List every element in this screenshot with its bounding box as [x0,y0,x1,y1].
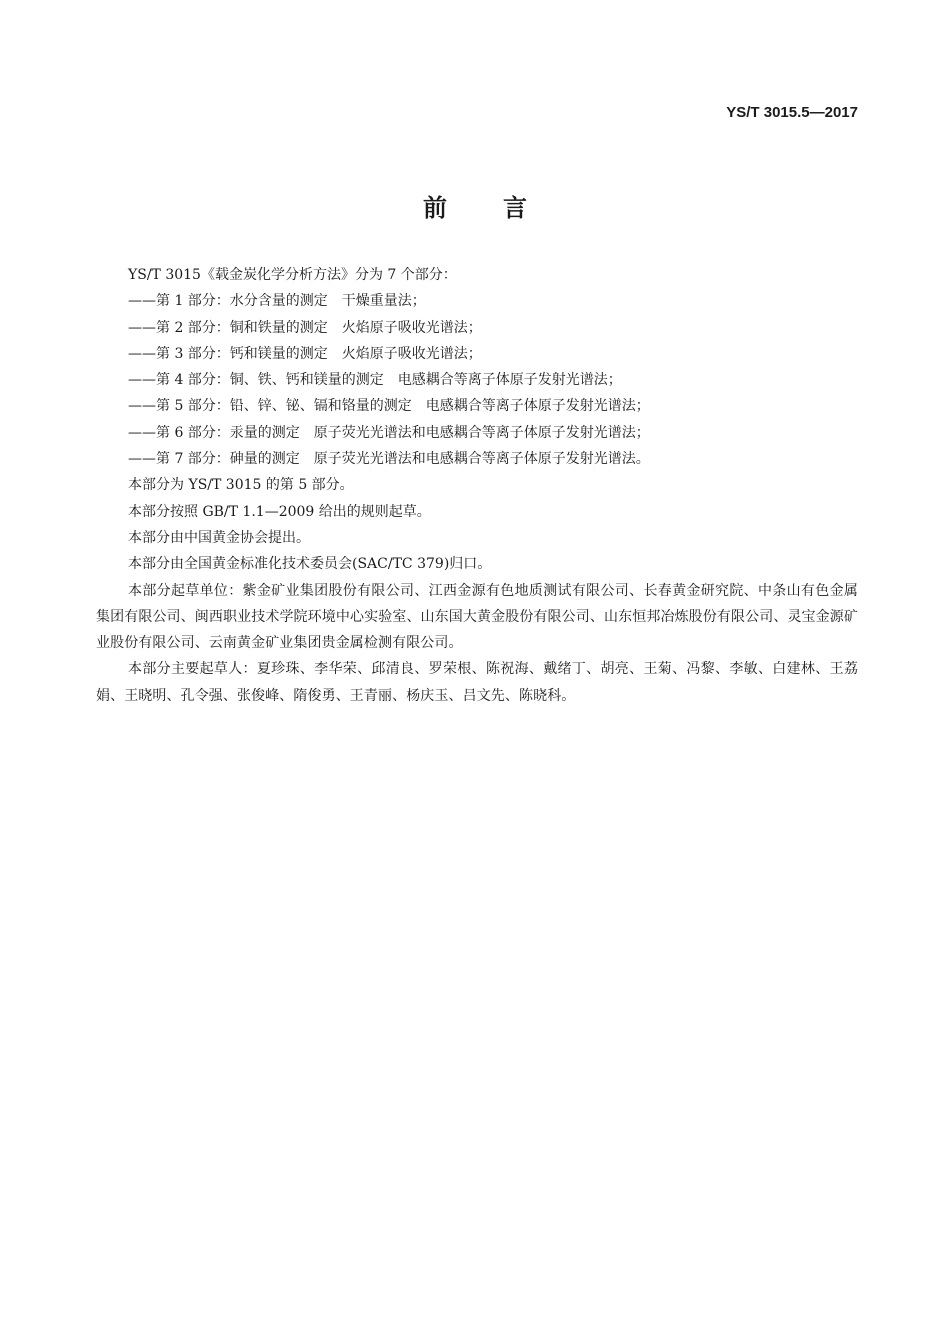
managed-by-statement: 本部分由全国黄金标准化技术委员会(SAC/TC 379)归口。 [128,556,492,573]
part-item-1: ——第 1 部分：水分含量的测定 干燥重量法； [128,293,426,310]
drafting-units-paragraph: 本部分起草单位：紫金矿业集团股份有限公司、江西金源有色地质测试有限公司、长春黄金研究院、中条山有色金属集团有限公司、闽西职业技术学院环境中心实验室、山东国大黄金股份有限公司、山东恒邦冶炼股份有限公司、灵宝金源矿业股份有限公司、云南黄金矿业集团贵金属检测有限公司。 [96,582,858,652]
foreword-body [96,262,858,709]
drafting-rules-statement: 本部分按照 GB/T 1.1—2009 给出的规则起草。 [128,503,431,520]
proposed-by-statement: 本部分由中国黄金协会提出。 [128,529,310,546]
part-item-7: ——第 7 部分：砷量的测定 原子荧光光谱法和电感耦合等离子体原子发射光谱法。 [128,451,650,468]
part-of-statement: 本部分为 YS/T 3015 的第 5 部分。 [128,477,354,494]
page-title: 前言 [423,194,583,222]
part-item-6: ——第 6 部分：汞量的测定 原子荧光光谱法和电感耦合等离子体原子发射光谱法； [128,424,650,441]
part-item-2: ——第 2 部分：铜和铁量的测定 火焰原子吸收光谱法； [128,319,482,336]
standard-number: YS/T 3015.5—2017 [726,104,858,121]
part-item-3: ——第 3 部分：钙和镁量的测定 火焰原子吸收光谱法； [128,345,482,362]
part-item-4: ——第 4 部分：铜、铁、钙和镁量的测定 电感耦合等离子体原子发射光谱法； [128,372,622,389]
intro-paragraph: YS/T 3015《载金炭化学分析方法》分为 7 个部分： [128,267,457,283]
part-item-5: ——第 5 部分：铅、锌、铋、镉和铬量的测定 电感耦合等离子体原子发射光谱法； [128,398,650,415]
drafters-paragraph: 本部分主要起草人：夏珍珠、李华荣、邱清良、罗荣根、陈祝海、戴绪丁、胡亮、王菊、冯黎、李敏、白建林、王荔娟、王晓明、孔令强、张俊峰、隋俊勇、王青丽、杨庆玉、吕文先、陈晓科。 [96,661,858,704]
